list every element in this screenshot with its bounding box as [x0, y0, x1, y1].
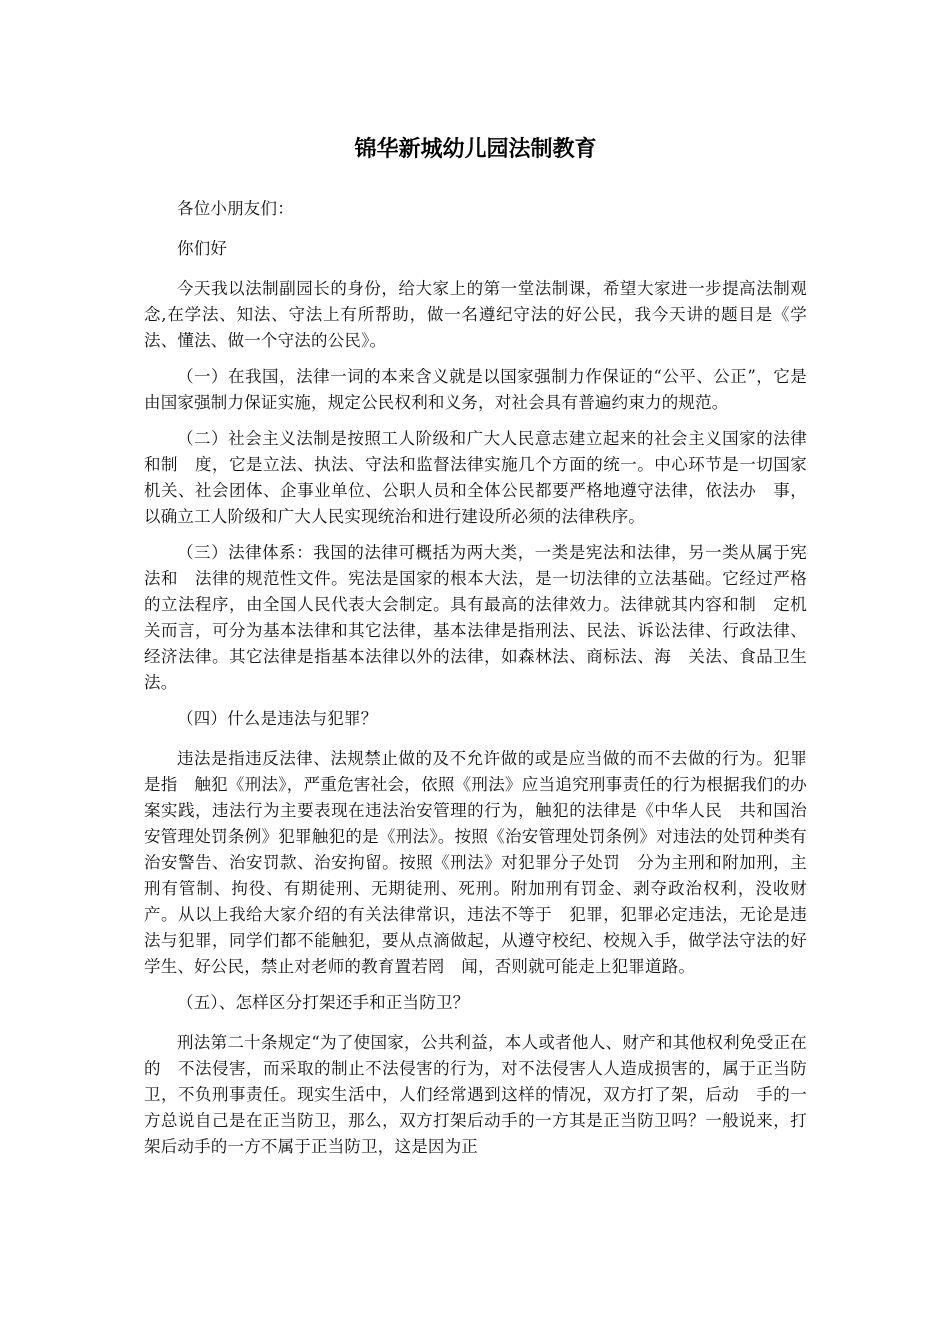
section-5-paragraph: 刑法第二十条规定“为了使国家，公共利益，本人或者他人、财产和其他权利免受正在的 不法侵害，而采取的制止不法侵害的行为，对不法侵害人人造成损害的，属于正当防卫，不负刑事责任。现实生活中，人们经常遇到这样的情况，双方打了架，后动 手的一方总说自己是在正当防卫，那么，双方打架后动手的一方其是正当防卫吗？一般说来，打架后动手的一方不属于正当防卫，这是因为正 — [144, 1033, 807, 1156]
document-title: 锦华新城幼儿园法制教育 — [354, 137, 597, 162]
section-4-heading: （四）什么是违法与犯罪？ — [177, 709, 378, 728]
document-body — [144, 196, 807, 1170]
section-4-paragraph: 违法是指违反法律、法规禁止做的及不允许做的或是应当做的而不去做的行为。犯罪是指 触犯《刑法》，严重危害社会，依照《刑法》应当追究刑事责任的行为根据我们的办案实践，违法行为主要表现在违法治安管理的行为，触犯的法律是《中华人民 共和国治安管理处罚条例》犯罪触犯的是《刑法》。按照《治安管理处罚条例》对违法的处罚种类有治安警告、治安罚款、治安拘留。按照《刑法》对犯罪分子处罚 分为主刑和附加刑，主刑有管制、拘役、有期徒刑、无期徒刑、死刑。附加刑有罚金、剥夺政治权利，没收财产。从以上我给大家介绍的有关法律常识，违法不等于 犯罪，犯罪必定违法，无论是违法与犯罪，同学们都不能触犯，要从点滴做起，从遵守校纪、校规入手，做学法守法的好学生、好公民，禁止对老师的教育置若罔 闻，否则就可能走上犯罪道路。 — [144, 749, 807, 976]
section-1-paragraph: （一）在我国，法律一词的本来含义就是以国家强制力作保证的“公平、公正”，它是由国家强制力保证实施，规定公民权利和义务，对社会具有普遍约束力的规范。 — [144, 367, 807, 412]
section-5-heading: （五）、怎样区分打架还手和正当防卫？ — [177, 993, 470, 1012]
intro-paragraph: 今天我以法制副园长的身份，给大家上的第一堂法制课，希望大家进一步提高法制观念,在学法、知法、守法上有所帮助，做一名遵纪守法的好公民，我今天讲的题目是《学法、懂法、做一个守法的公民》。 — [144, 279, 807, 350]
section-2-paragraph: （二）社会主义法制是按照工人阶级和广大人民意志建立起来的社会主义国家的法律和制 度，它是立法、执法、守法和监督法律实施几个方面的统一。中心环节是一切国家机关、社会团体、企事业单位、公职人员和全体公民都要严格地遵守法律，依法办 事，以确立工人阶级和广大人民实现统治和进行建设所必须的法律秩序。 — [144, 429, 807, 526]
greeting-paragraph: 各位小朋友们： — [177, 199, 294, 218]
section-3-paragraph: （三）法律体系：我国的法律可概括为两大类，一类是宪法和法律，另一类从属于宪法和 法律的规范性文件。宪法是国家的根本大法，是一切法律的立法基础。它经过严格的立法程序，由全国人民代表大会制定。具有最高的法律效力。法律就其内容和制 定机关而言，可分为基本法律和其它法律，基本法律是指刑法、民法、诉讼法律、行政法律、经济法律。其它法律是指基本法律以外的法律，如森林法、商标法、海 关法、食品卫生法。 — [144, 543, 807, 692]
salutation-paragraph: 你们好 — [177, 239, 228, 258]
